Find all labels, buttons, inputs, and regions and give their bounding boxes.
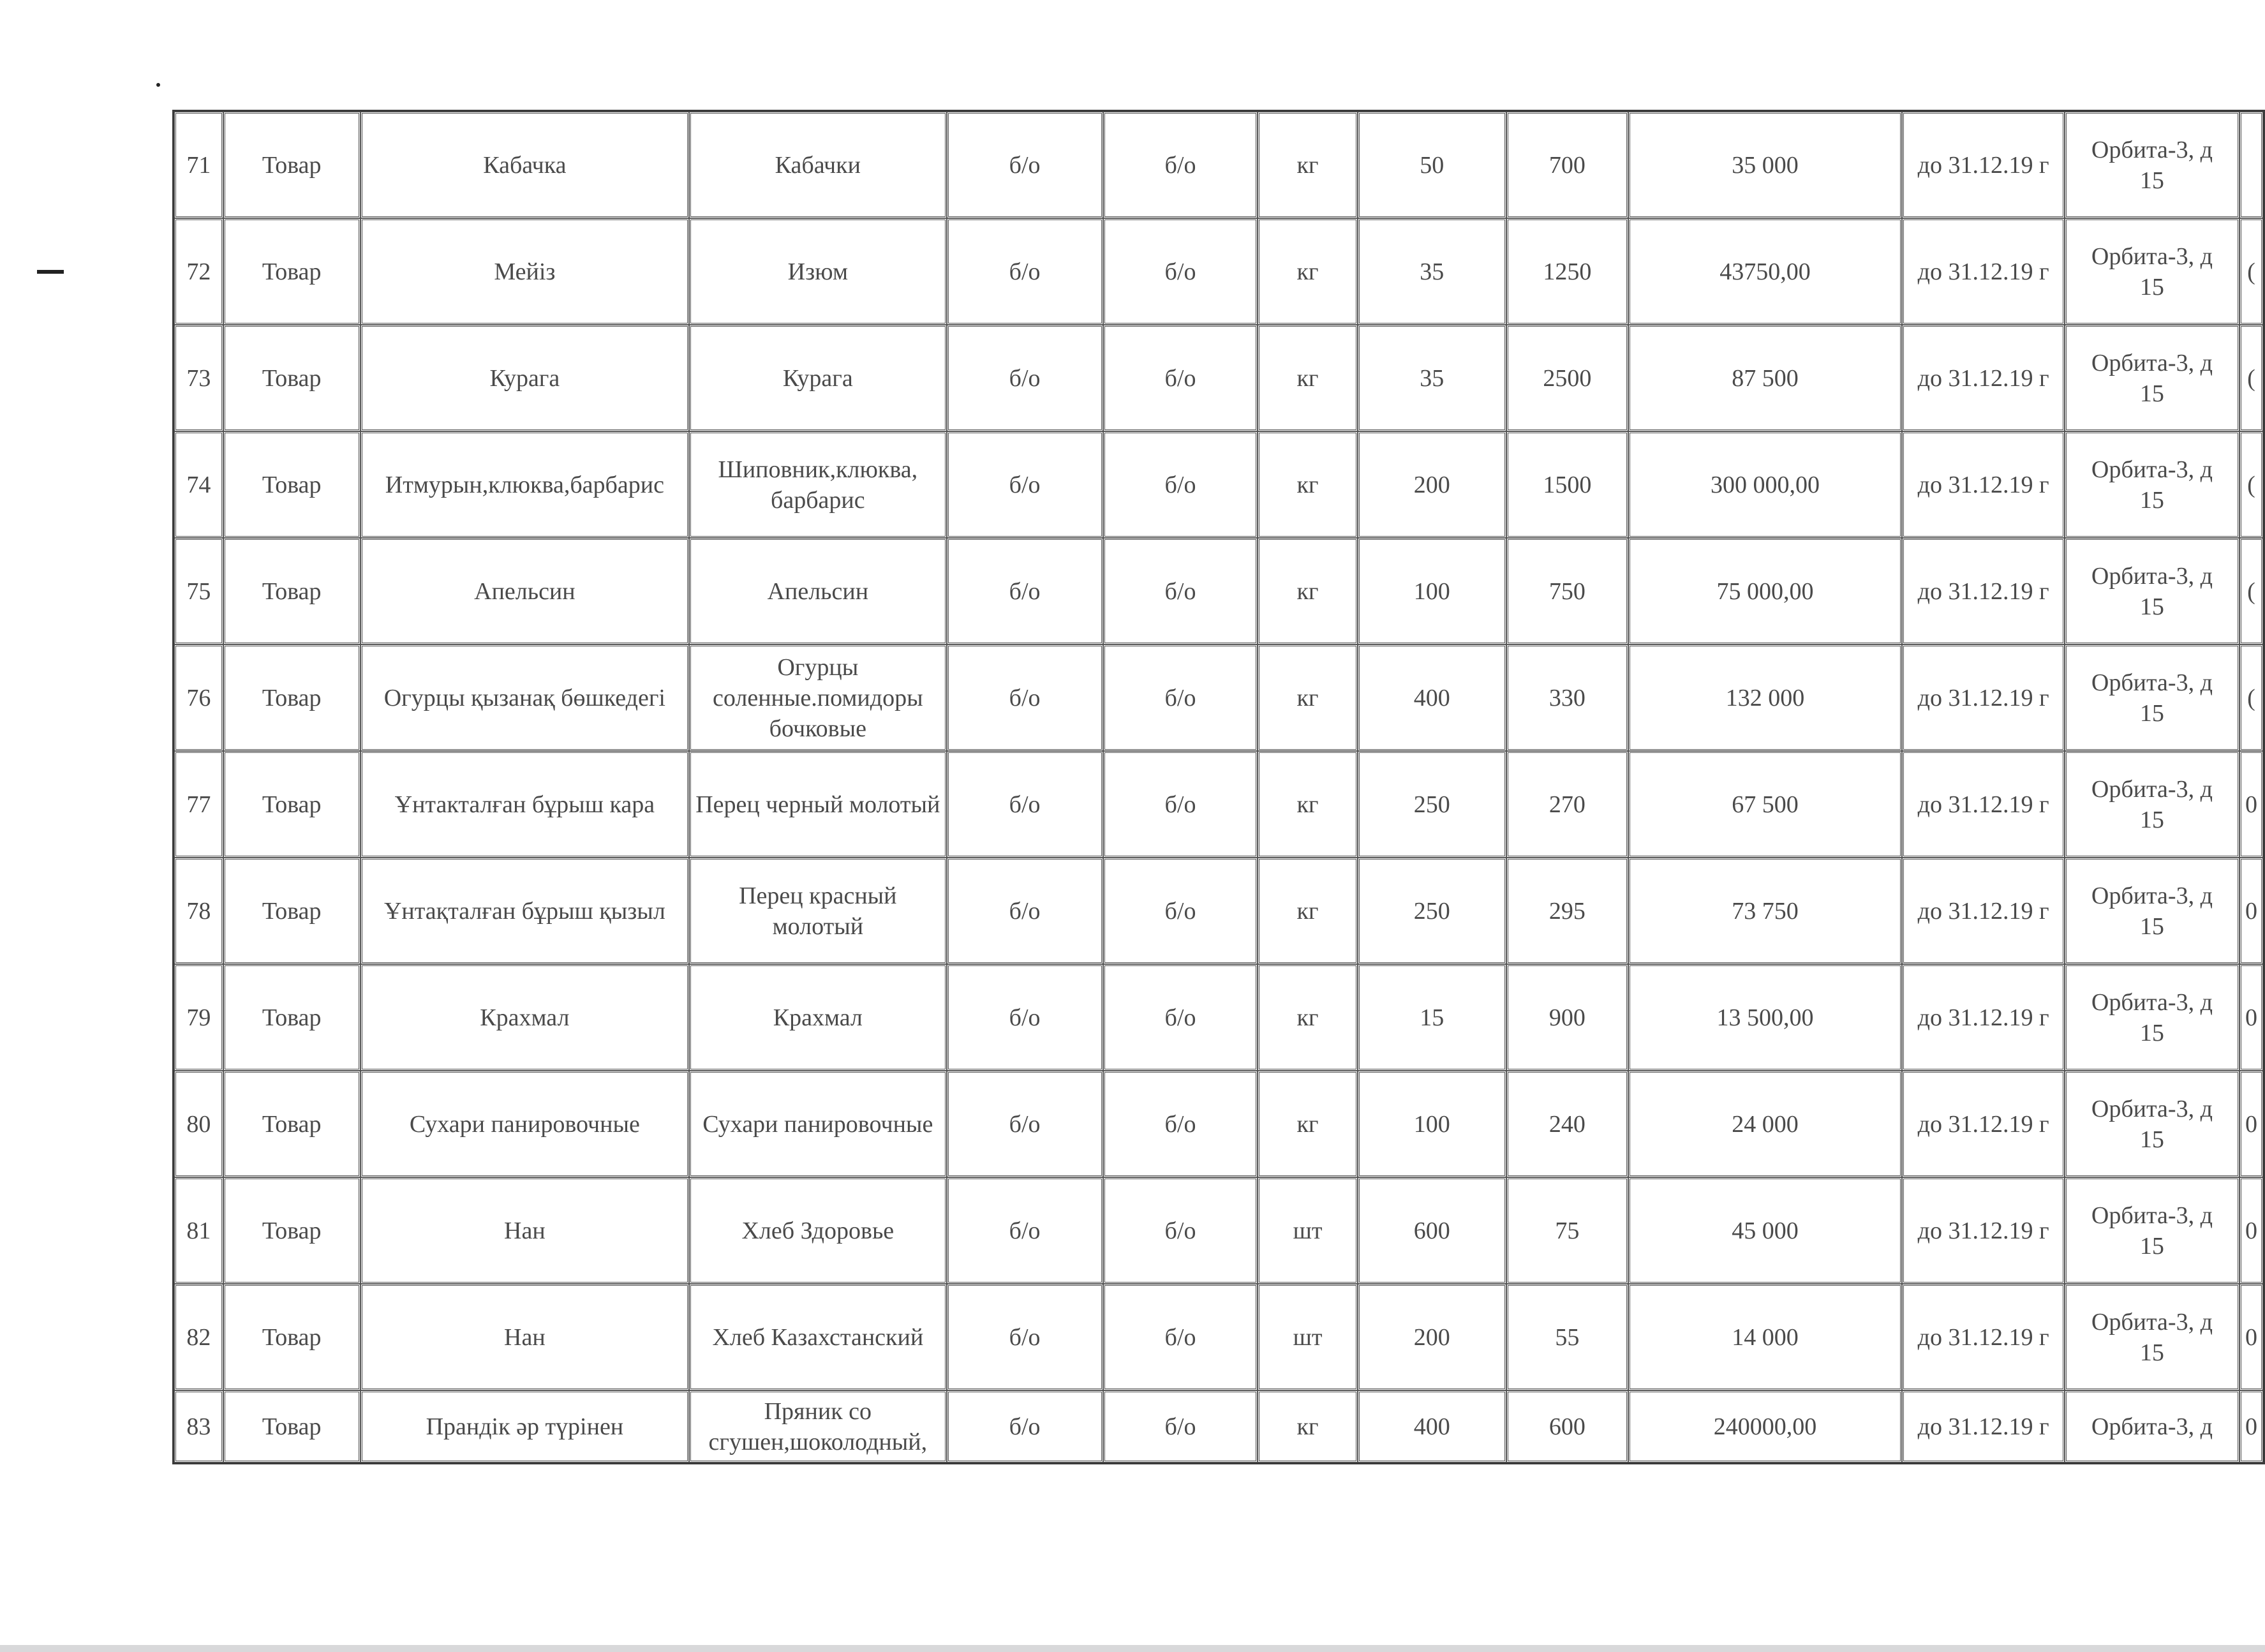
quantity-cell: 400 bbox=[1358, 644, 1506, 751]
unit-cell: кг bbox=[1258, 858, 1357, 964]
item-type: Товар bbox=[223, 858, 360, 964]
spec-cell: б/о bbox=[947, 858, 1103, 964]
unit-cell: кг bbox=[1258, 218, 1357, 325]
price-cell: 900 bbox=[1506, 964, 1628, 1071]
quantity-cell: 15 bbox=[1358, 964, 1506, 1071]
table-row bbox=[174, 325, 2263, 431]
spec-cell-2: б/о bbox=[1103, 325, 1258, 431]
name-russian: Курага bbox=[689, 325, 947, 431]
price-cell: 1500 bbox=[1506, 431, 1628, 538]
address-cell bbox=[2065, 431, 2239, 538]
spec-cell-2: б/о bbox=[1103, 751, 1258, 858]
spec-cell-2: б/о bbox=[1103, 644, 1258, 751]
cut-off-cell: ( bbox=[2239, 325, 2263, 431]
address-cell bbox=[2065, 858, 2239, 964]
table-row bbox=[174, 431, 2263, 538]
name-russian: Сухари панировочные bbox=[689, 1071, 947, 1177]
unit-cell: кг bbox=[1258, 325, 1357, 431]
address-line-2: 15 bbox=[2139, 1339, 2164, 1366]
scan-mark bbox=[156, 83, 160, 87]
cut-off-cell: ( bbox=[2239, 218, 2263, 325]
table-row bbox=[174, 858, 2263, 964]
name-russian: Шиповник,клюква, барбарис bbox=[689, 431, 947, 538]
name-kazakh: Апельсин bbox=[360, 538, 689, 644]
unit-cell: кг bbox=[1258, 431, 1357, 538]
name-russian: Изюм bbox=[689, 218, 947, 325]
sum-cell: 132 000 bbox=[1628, 644, 1902, 751]
item-type: Товар bbox=[223, 112, 360, 218]
price-cell: 700 bbox=[1506, 112, 1628, 218]
cut-off-cell bbox=[2239, 112, 2263, 218]
table-row bbox=[174, 112, 2263, 218]
address-line-1: Орбита-3, д bbox=[2091, 562, 2213, 590]
row-number: 73 bbox=[174, 325, 223, 431]
unit-cell: кг bbox=[1258, 1071, 1357, 1177]
unit-cell: кг bbox=[1258, 112, 1357, 218]
scan-mark bbox=[37, 270, 64, 274]
row-number: 78 bbox=[174, 858, 223, 964]
price-cell: 240 bbox=[1506, 1071, 1628, 1177]
address-line-1: Орбита-3, д bbox=[2091, 1308, 2213, 1336]
cut-off-cell: ( bbox=[2239, 431, 2263, 538]
table-row bbox=[174, 644, 2263, 751]
unit-cell: кг bbox=[1258, 644, 1357, 751]
name-kazakh: Нан bbox=[360, 1177, 689, 1284]
unit-cell: шт bbox=[1258, 1177, 1357, 1284]
spec-cell-2: б/о bbox=[1103, 1284, 1258, 1390]
address-line-2: 15 bbox=[2139, 1019, 2164, 1046]
price-cell: 750 bbox=[1506, 538, 1628, 644]
address-line-1: Орбита-3, д bbox=[2091, 1202, 2213, 1229]
sum-cell: 67 500 bbox=[1628, 751, 1902, 858]
name-russian: Хлеб Здоровье bbox=[689, 1177, 947, 1284]
spec-cell: б/о bbox=[947, 1177, 1103, 1284]
delivery-term-cell: до 31.12.19 г bbox=[1902, 538, 2065, 644]
address-line-1: Орбита-3, д bbox=[2091, 669, 2213, 696]
delivery-term-cell: до 31.12.19 г bbox=[1902, 218, 2065, 325]
spec-cell: б/о bbox=[947, 1284, 1103, 1390]
name-kazakh: Кабачка bbox=[360, 112, 689, 218]
address-cell bbox=[2065, 112, 2239, 218]
name-russian: Перец красный молотый bbox=[689, 858, 947, 964]
spec-cell-2: б/о bbox=[1103, 1071, 1258, 1177]
quantity-cell: 35 bbox=[1358, 325, 1506, 431]
spec-cell-2: б/о bbox=[1103, 1177, 1258, 1284]
name-kazakh: Нан bbox=[360, 1284, 689, 1390]
spec-cell-2: б/о bbox=[1103, 858, 1258, 964]
delivery-term-cell: до 31.12.19 г bbox=[1902, 1177, 2065, 1284]
address-line-1: Орбита-3, д bbox=[2091, 988, 2213, 1016]
name-russian: Апельсин bbox=[689, 538, 947, 644]
name-kazakh: Курага bbox=[360, 325, 689, 431]
quantity-cell: 100 bbox=[1358, 1071, 1506, 1177]
name-russian: Крахмал bbox=[689, 964, 947, 1071]
sum-cell: 13 500,00 bbox=[1628, 964, 1902, 1071]
name-kazakh: Сухари панировочные bbox=[360, 1071, 689, 1177]
name-kazakh: Прандік әр түрінен bbox=[360, 1390, 689, 1462]
table-row bbox=[174, 1284, 2263, 1390]
unit-cell: шт bbox=[1258, 1284, 1357, 1390]
sum-cell: 300 000,00 bbox=[1628, 431, 1902, 538]
cut-off-cell: 0 bbox=[2239, 1177, 2263, 1284]
cut-off-cell: 0 bbox=[2239, 1284, 2263, 1390]
item-type: Товар bbox=[223, 1071, 360, 1177]
cut-off-cell: ( bbox=[2239, 538, 2263, 644]
quantity-cell: 100 bbox=[1358, 538, 1506, 644]
price-cell: 75 bbox=[1506, 1177, 1628, 1284]
address-cell bbox=[2065, 1284, 2239, 1390]
goods-table bbox=[172, 110, 2265, 1464]
delivery-term-cell: до 31.12.19 г bbox=[1902, 964, 2065, 1071]
cut-off-cell: 0 bbox=[2239, 964, 2263, 1071]
delivery-term-cell: до 31.12.19 г bbox=[1902, 751, 2065, 858]
spec-cell: б/о bbox=[947, 325, 1103, 431]
delivery-term-cell: до 31.12.19 г bbox=[1902, 431, 2065, 538]
delivery-term-cell: до 31.12.19 г bbox=[1902, 858, 2065, 964]
quantity-cell: 35 bbox=[1358, 218, 1506, 325]
item-type: Товар bbox=[223, 431, 360, 538]
cut-off-cell: 0 bbox=[2239, 751, 2263, 858]
spec-cell-2: б/о bbox=[1103, 538, 1258, 644]
sum-cell: 14 000 bbox=[1628, 1284, 1902, 1390]
item-type: Товар bbox=[223, 644, 360, 751]
spec-cell: б/о bbox=[947, 431, 1103, 538]
spec-cell: б/о bbox=[947, 112, 1103, 218]
address-line-1: Орбита-3, д bbox=[2091, 775, 2213, 803]
address-cell bbox=[2065, 964, 2239, 1071]
name-russian: Кабачки bbox=[689, 112, 947, 218]
item-type: Товар bbox=[223, 538, 360, 644]
name-kazakh: Итмурын,клюква,барбарис bbox=[360, 431, 689, 538]
sum-cell: 24 000 bbox=[1628, 1071, 1902, 1177]
delivery-term-cell: до 31.12.19 г bbox=[1902, 1071, 2065, 1177]
table-row bbox=[174, 964, 2263, 1071]
row-number: 81 bbox=[174, 1177, 223, 1284]
price-cell: 55 bbox=[1506, 1284, 1628, 1390]
address-cell bbox=[2065, 538, 2239, 644]
address-line-2: 15 bbox=[2139, 486, 2164, 514]
spec-cell: б/о bbox=[947, 218, 1103, 325]
row-number: 77 bbox=[174, 751, 223, 858]
scan-margin-bottom bbox=[0, 1645, 2265, 1652]
name-russian: Перец черный молотый bbox=[689, 751, 947, 858]
spec-cell-2: б/о bbox=[1103, 964, 1258, 1071]
address-line-1: Орбита-3, д bbox=[2091, 242, 2213, 270]
cut-off-cell: ( bbox=[2239, 644, 2263, 751]
address-line-1: Орбита-3, д bbox=[2091, 349, 2213, 376]
unit-cell: кг bbox=[1258, 964, 1357, 1071]
name-kazakh: Мейіз bbox=[360, 218, 689, 325]
spec-cell: б/о bbox=[947, 1390, 1103, 1462]
price-cell: 270 bbox=[1506, 751, 1628, 858]
address-cell bbox=[2065, 1071, 2239, 1177]
quantity-cell: 200 bbox=[1358, 1284, 1506, 1390]
quantity-cell: 250 bbox=[1358, 751, 1506, 858]
row-number: 76 bbox=[174, 644, 223, 751]
name-russian: Хлеб Казахстанский bbox=[689, 1284, 947, 1390]
table-row bbox=[174, 1390, 2263, 1462]
quantity-cell: 50 bbox=[1358, 112, 1506, 218]
name-kazakh: Ұнтақталған бұрыш қызыл bbox=[360, 858, 689, 964]
address-line-2: 15 bbox=[2139, 806, 2164, 833]
price-cell: 2500 bbox=[1506, 325, 1628, 431]
spec-cell: б/о bbox=[947, 964, 1103, 1071]
cut-off-cell: 0 bbox=[2239, 858, 2263, 964]
item-type: Товар bbox=[223, 751, 360, 858]
quantity-cell: 400 bbox=[1358, 1390, 1506, 1462]
address-line-2: 15 bbox=[2139, 1232, 2164, 1260]
price-cell: 1250 bbox=[1506, 218, 1628, 325]
item-type: Товар bbox=[223, 325, 360, 431]
item-type: Товар bbox=[223, 964, 360, 1071]
goods-table-body bbox=[174, 112, 2263, 1462]
table-row bbox=[174, 538, 2263, 644]
address-cell bbox=[2065, 644, 2239, 751]
price-cell: 330 bbox=[1506, 644, 1628, 751]
sum-cell: 75 000,00 bbox=[1628, 538, 1902, 644]
scan-margin-left bbox=[0, 0, 86, 1652]
sum-cell: 43750,00 bbox=[1628, 218, 1902, 325]
name-russian: Пряник со сгушен,шоколодный, bbox=[689, 1390, 947, 1462]
delivery-term-cell: до 31.12.19 г bbox=[1902, 112, 2065, 218]
item-type: Товар bbox=[223, 218, 360, 325]
address-line-2: 15 bbox=[2139, 380, 2164, 407]
unit-cell: кг bbox=[1258, 538, 1357, 644]
table-row bbox=[174, 751, 2263, 858]
spec-cell: б/о bbox=[947, 538, 1103, 644]
quantity-cell: 600 bbox=[1358, 1177, 1506, 1284]
address-cell bbox=[2065, 751, 2239, 858]
address-line-1: Орбита-3, д bbox=[2091, 456, 2213, 483]
address-cell bbox=[2065, 1177, 2239, 1284]
address-line-2: 15 bbox=[2139, 167, 2164, 194]
price-cell: 295 bbox=[1506, 858, 1628, 964]
row-number: 83 bbox=[174, 1390, 223, 1462]
spec-cell: б/о bbox=[947, 644, 1103, 751]
delivery-term-cell: до 31.12.19 г bbox=[1902, 325, 2065, 431]
sum-cell: 240000,00 bbox=[1628, 1390, 1902, 1462]
spec-cell-2: б/о bbox=[1103, 431, 1258, 538]
row-number: 75 bbox=[174, 538, 223, 644]
name-kazakh: Крахмал bbox=[360, 964, 689, 1071]
spec-cell-2: б/о bbox=[1103, 218, 1258, 325]
price-cell: 600 bbox=[1506, 1390, 1628, 1462]
address-line-2: 15 bbox=[2139, 912, 2164, 940]
name-kazakh: Ұнтакталған бұрыш кара bbox=[360, 751, 689, 858]
item-type: Товар bbox=[223, 1284, 360, 1390]
row-number: 72 bbox=[174, 218, 223, 325]
table-row bbox=[174, 218, 2263, 325]
sum-cell: 73 750 bbox=[1628, 858, 1902, 964]
address-cell bbox=[2065, 325, 2239, 431]
scan-margin-top bbox=[0, 0, 2265, 51]
spec-cell: б/о bbox=[947, 751, 1103, 858]
address-line-2: 15 bbox=[2139, 699, 2164, 727]
spec-cell: б/о bbox=[947, 1071, 1103, 1177]
address-line-2: 15 bbox=[2139, 273, 2164, 301]
cut-off-cell: 0 bbox=[2239, 1071, 2263, 1177]
table-row bbox=[174, 1071, 2263, 1177]
delivery-term-cell: до 31.12.19 г bbox=[1902, 1390, 2065, 1462]
spec-cell-2: б/о bbox=[1103, 112, 1258, 218]
quantity-cell: 200 bbox=[1358, 431, 1506, 538]
address-line-1: Орбита-3, д bbox=[2091, 136, 2213, 163]
sum-cell: 87 500 bbox=[1628, 325, 1902, 431]
unit-cell: кг bbox=[1258, 1390, 1357, 1462]
row-number: 82 bbox=[174, 1284, 223, 1390]
address-cell bbox=[2065, 218, 2239, 325]
sum-cell: 35 000 bbox=[1628, 112, 1902, 218]
item-type: Товар bbox=[223, 1177, 360, 1284]
cut-off-cell: 0 bbox=[2239, 1390, 2263, 1462]
address-line-2: 15 bbox=[2139, 593, 2164, 620]
name-russian: Огурцы соленные.помидоры бочковые bbox=[689, 644, 947, 751]
delivery-term-cell: до 31.12.19 г bbox=[1902, 1284, 2065, 1390]
row-number: 80 bbox=[174, 1071, 223, 1177]
table-row bbox=[174, 1177, 2263, 1284]
quantity-cell: 250 bbox=[1358, 858, 1506, 964]
address-line-2: 15 bbox=[2139, 1126, 2164, 1153]
row-number: 74 bbox=[174, 431, 223, 538]
sum-cell: 45 000 bbox=[1628, 1177, 1902, 1284]
address-line-1: Орбита-3, д bbox=[2091, 1095, 2213, 1122]
delivery-term-cell: до 31.12.19 г bbox=[1902, 644, 2065, 751]
address-line-1: Орбита-3, д bbox=[2091, 1413, 2213, 1440]
name-kazakh: Огурцы қызанақ бөшкедегі bbox=[360, 644, 689, 751]
row-number: 71 bbox=[174, 112, 223, 218]
row-number: 79 bbox=[174, 964, 223, 1071]
item-type: Товар bbox=[223, 1390, 360, 1462]
spec-cell-2: б/о bbox=[1103, 1390, 1258, 1462]
address-line-1: Орбита-3, д bbox=[2091, 882, 2213, 909]
unit-cell: кг bbox=[1258, 751, 1357, 858]
address-cell bbox=[2065, 1390, 2239, 1462]
